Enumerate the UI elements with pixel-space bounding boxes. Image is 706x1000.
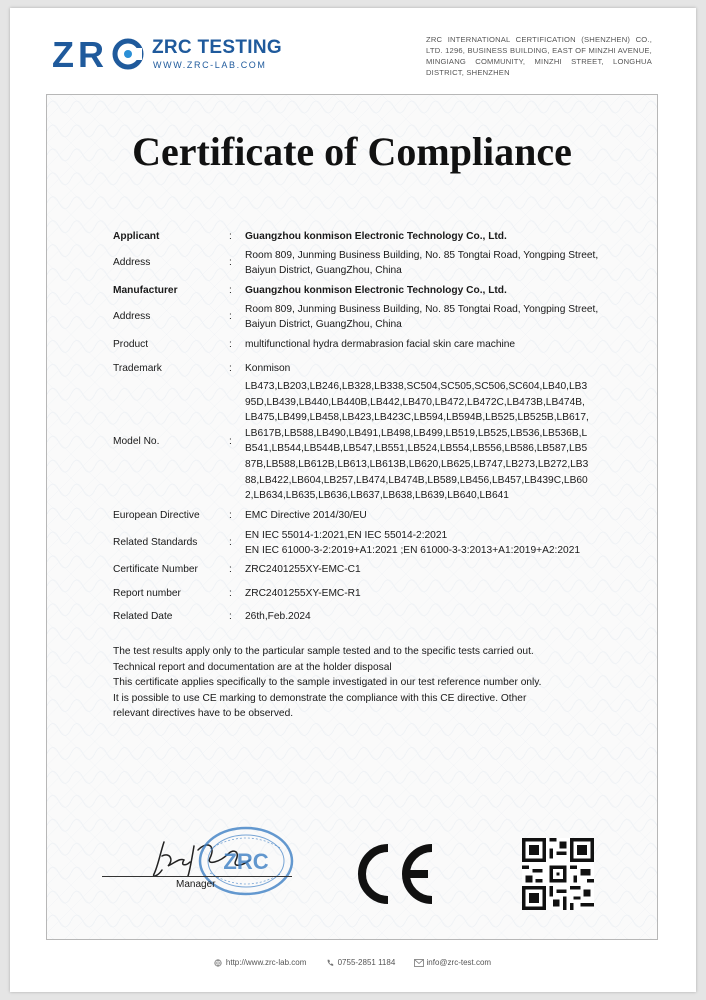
field-value [245,379,611,504]
field-value: Guangzhou konmison Electronic Technology Co., Ltd. [245,285,507,296]
zrc-logo [52,34,282,74]
standard-line: EN IEC 55014-1:2021,EN IEC 55014-2:2021 [245,530,448,541]
note-line: This certificate applies specifically to the sample investigated in our test reference number only. [113,677,542,689]
company-address: ZRC INTERNATIONAL CERTIFICATION (SHENZHEN) CO., LTD. 1296, BUSINESS BUILDING, EAST OF MINZHI AVENUE, MINGIANG COMMUNITY, MINZHI STREET, LONGHUA DISTRICT, SHENZHEN [426,35,652,77]
field-value: Room 809, Junming Business Building, No. 85 Tongtai Road, Yongping Street, Baiyun District, GuangZhou, China [245,304,599,331]
field-label: Model No. [113,436,160,447]
field-colon: : [229,436,232,447]
ce-mark-icon [348,842,438,906]
model-line: 87B,LB588,LB612B,LB613,LB613B,LB620,LB625,LB747,LB273,LB272,LB3 [245,458,589,470]
field-value: 26th,Feb.2024 [245,611,311,622]
field-label: Trademark [113,363,162,374]
model-line: 2,LB634,LB635,LB636,LB637,LB638,LB639,LB640,LB641 [245,490,509,502]
note-line: Technical report and documentation are at the holder disposal [113,661,392,673]
field-colon: : [229,311,232,322]
field-value: Room 809, Junming Business Building, No. 85 Tongtai Road, Yongping Street, Baiyun District, GuangZhou, China [245,250,599,277]
signature-role: Manager [176,879,216,890]
logo-zrc-icon [52,34,148,74]
svg-text:R: R [78,34,103,74]
field-value: multifunctional hydra dermabrasion facial skin care machine [245,339,516,350]
standard-line: EN IEC 61000-3-2:2019+A1:2021 ;EN 61000-3-3:2013+A1:2019+A2:2021 [245,545,581,557]
field-value: ZRC2401255XY-EMC-R1 [245,588,361,599]
field-label: Certificate Number [113,564,198,575]
model-line: 88,LB422,LB604,LB257,LB474,LB474B,LB589,LB456,LB457,LB439C,LB60 [245,474,588,486]
field-label: Applicant [113,231,160,242]
note-line: It is possible to use CE marking to demonstrate the compliance with this CE directive. Other [113,692,527,704]
footer-email-text: info@zrc-test.com [426,958,492,967]
logo-mark [52,34,148,82]
field-value [245,528,611,559]
note-line: relevant directives have to be observed. [113,708,294,720]
signature-line [102,876,292,877]
phone-icon [325,959,335,967]
field-label: Report number [113,588,181,599]
footer-phone [325,958,398,967]
globe-icon [213,959,223,967]
logo-name: ZRC TESTING [152,37,282,58]
qr-code-icon [522,838,594,910]
model-line: LB475,LB499,LB458,LB423,LB423C,LB594,LB594B,LB525,LB525B,LB617, [245,412,589,424]
svg-text:Z: Z [52,34,73,74]
footer-contacts [46,958,658,967]
field-colon: : [229,363,232,374]
field-colon: : [229,285,232,296]
field-value: ZRC2401255XY-EMC-C1 [245,564,361,575]
field-value: Guangzhou konmison Electronic Technology Co., Ltd. [245,231,507,242]
field-colon: : [229,231,232,242]
field-label: Address [113,311,151,322]
model-line: B541,LB544,LB544B,LB547,LB551,LB524,LB554,LB556,LB586,LB587,LB5 [245,443,588,455]
model-line: LB617B,LB588,LB490,LB491,LB498,LB499,LB519,LB525,LB536,LB536B,L [245,427,588,439]
field-colon: : [229,537,232,548]
model-line: LB473,LB203,LB246,LB328,LB338,SC504,SC505,SC506,SC604,LB40,LB3 [245,381,588,392]
field-colon: : [229,257,232,268]
footer-website-text: http://www.zrc-lab.com [225,958,307,967]
field-colon: : [229,588,232,599]
mail-icon [414,959,424,967]
field-colon: : [229,564,232,575]
footer-phone-text: 0755-2851 1184 [337,958,396,967]
footer-website[interactable] [213,958,309,967]
field-label: Related Standards [113,537,198,548]
logo-website: WWW.ZRC-LAB.COM [153,60,267,70]
compliance-notes [113,644,613,722]
field-value: EMC Directive 2014/30/EU [245,510,367,521]
field-value: Konmison [245,363,291,374]
field-label: Manufacturer [113,285,178,296]
field-label: European Directive [113,510,200,521]
field-colon: : [229,611,232,622]
certificate-title: Certificate of Compliance [132,129,572,174]
field-colon: : [229,510,232,521]
svg-text:ZRC: ZRC [223,849,269,874]
model-line: 95D,LB439,LB440,LB440B,LB442,LB470,LB472,LB472C,LB473B,LB474B, [245,396,585,408]
field-label: Related Date [113,611,173,622]
field-label: Address [113,257,151,268]
note-line: The test results apply only to the particular sample tested and to the specific tests carried out. [113,646,534,657]
field-label: Product [113,339,149,350]
footer-email[interactable] [414,958,492,967]
field-colon: : [229,339,232,350]
